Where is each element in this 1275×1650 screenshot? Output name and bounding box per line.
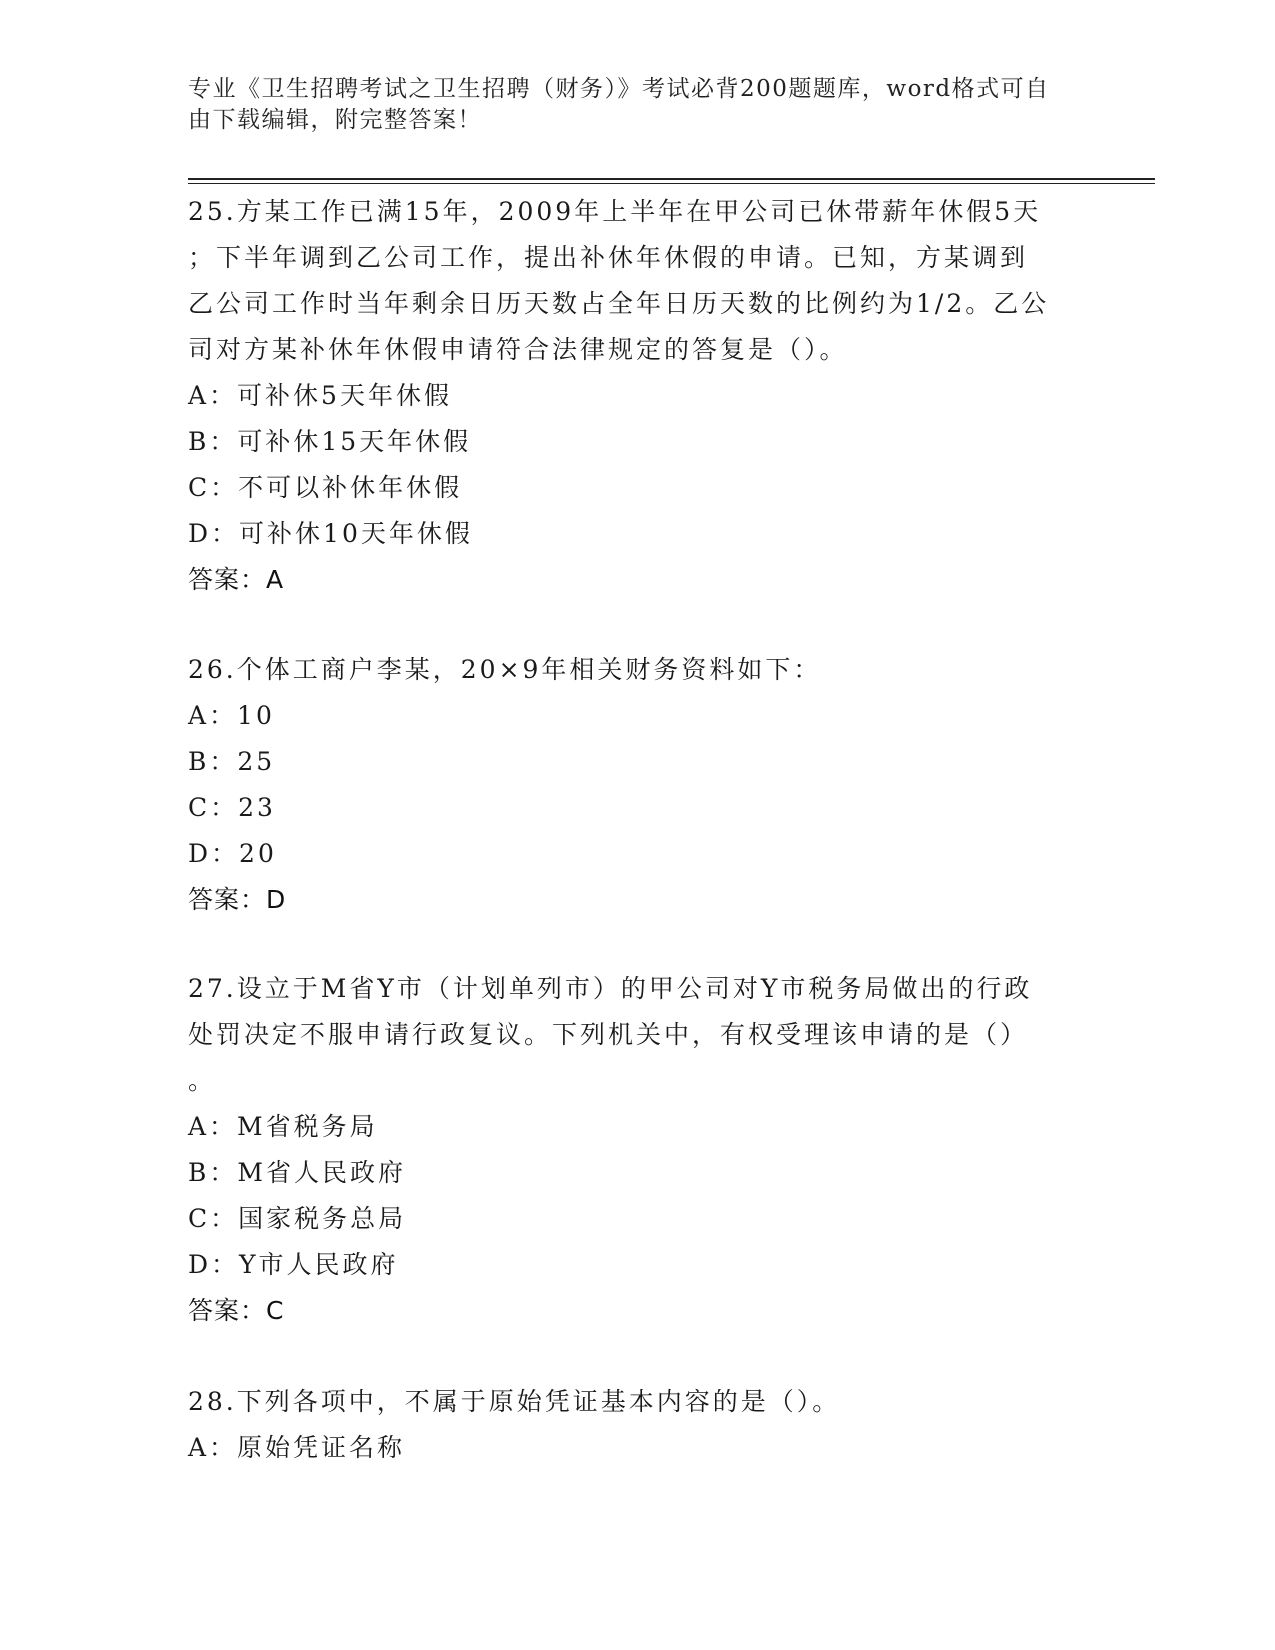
option-c: C：国家税务总局 — [188, 1204, 407, 1233]
question-stem-line: 25.方某工作已满15年，2009年上半年在甲公司已休带薪年休假5天 — [188, 197, 1042, 226]
option-c: C：不可以补休年休假 — [188, 473, 463, 502]
option-a: A：M省税务局 — [188, 1112, 378, 1141]
question-stem-line: 处罚决定不服申请行政复议。下列机关中，有权受理该申请的是（） — [188, 1020, 1029, 1049]
document-header — [188, 74, 1088, 136]
question-stem-line: 27.设立于M省Y市（计划单列市）的甲公司对Y市税务局做出的行政 — [188, 974, 1033, 1003]
header-line-2: 由下载编辑，附完整答案！ — [188, 107, 482, 133]
answer-line: 答案：A — [188, 565, 285, 594]
option-b: B：可补休15天年休假 — [188, 427, 472, 456]
option-b: B：M省人民政府 — [188, 1158, 406, 1187]
option-c: C：23 — [188, 793, 276, 822]
answer-line: 答案：C — [188, 1296, 285, 1325]
question-25 — [188, 189, 1088, 603]
question-stem-line: 。 — [188, 1066, 217, 1095]
header-divider-thin — [188, 183, 1155, 184]
question-stem-line: 26.个体工商户李某，20×9年相关财务资料如下： — [188, 655, 822, 684]
question-stem-line: 司对方某补休年休假申请符合法律规定的答复是（）。 — [188, 335, 848, 364]
header-divider-thick — [188, 178, 1155, 180]
question-stem-line: ；下半年调到乙公司工作，提出补休年休假的申请。已知，方某调到 — [188, 243, 1029, 272]
option-d: D：20 — [188, 839, 277, 868]
option-a: A：10 — [188, 701, 275, 730]
question-stem-line: 乙公司工作时当年剩余日历天数占全年日历天数的比例约为1/2。乙公 — [188, 289, 1050, 318]
option-d: D：可补休10天年休假 — [188, 519, 473, 548]
answer-line: 答案：D — [188, 885, 287, 914]
option-d: D：Y市人民政府 — [188, 1250, 399, 1279]
question-27 — [188, 966, 1088, 1334]
question-26 — [188, 647, 1088, 923]
option-a: A：可补休5天年休假 — [188, 381, 452, 410]
header-line-1: 专业《卫生招聘考试之卫生招聘（财务）》考试必背200题题库，word格式可自 — [188, 76, 1050, 102]
option-b: B：25 — [188, 747, 276, 776]
question-28 — [188, 1379, 1088, 1471]
option-a: A：原始凭证名称 — [188, 1433, 406, 1462]
question-stem-line: 28.下列各项中，不属于原始凭证基本内容的是（）。 — [188, 1387, 841, 1416]
